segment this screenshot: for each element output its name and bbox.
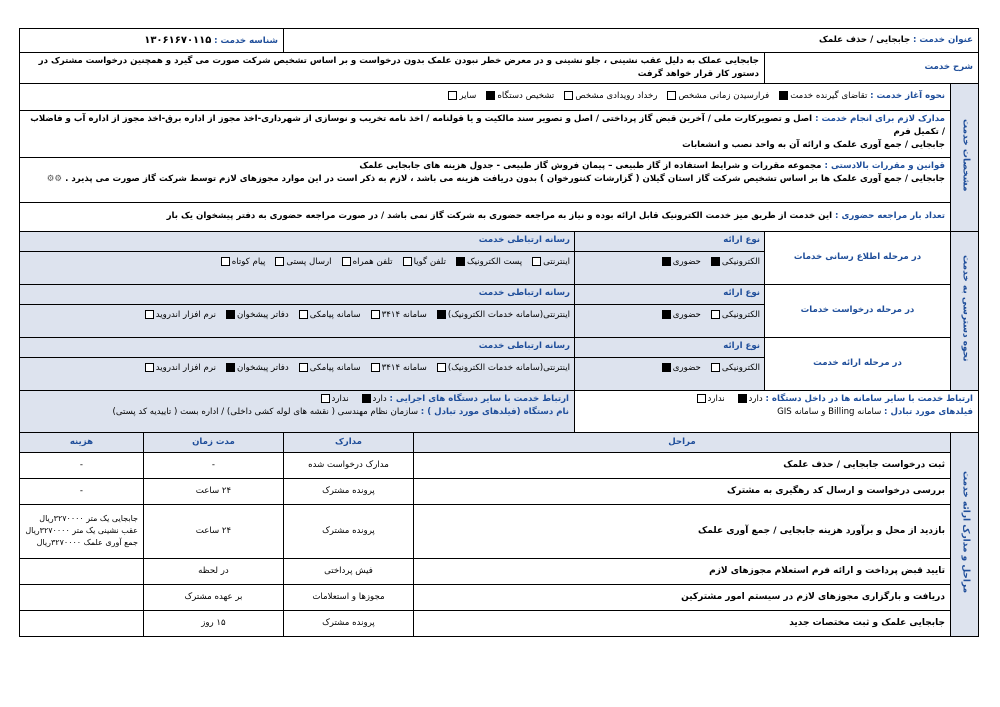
type-label: نوع ارائه <box>723 287 760 298</box>
step-stage: دریافت و بارگزاری مجوزهای لازم در سیستم امور مشترکین <box>414 584 951 610</box>
step-cost: - <box>19 452 143 478</box>
form-table <box>19 28 979 637</box>
internal-has-checkbox <box>738 394 747 403</box>
media-label: رسانه ارتباطی خدمت <box>478 340 570 351</box>
start-option <box>446 90 476 103</box>
access-side-label: نحوه دسترسی به خدمت <box>951 231 979 390</box>
start-option <box>562 90 657 103</box>
type-options <box>575 251 764 271</box>
media-checkbox <box>299 310 308 319</box>
media-option <box>454 256 522 269</box>
external-link-cell <box>19 390 574 432</box>
media-option-label: تلفن همراه <box>352 256 393 267</box>
external-link-label: ارتباط خدمت با سایر دستگاه های اجرایی : <box>389 393 569 404</box>
docs-text-2: جابجایی / جمع آوری علمک و ارائه آن به واحد نصب و انشعابات <box>682 139 945 150</box>
media-label: رسانه ارتباطی خدمت <box>478 287 570 298</box>
media-option <box>273 256 331 269</box>
type-checkbox <box>662 257 671 266</box>
media-options <box>20 357 574 377</box>
fields-text: سامانه Billing و سامانه GIS <box>777 406 882 417</box>
media-checkbox <box>221 257 230 266</box>
access-type-cell <box>575 231 765 284</box>
type-option-label: الکترونیکی <box>721 309 760 320</box>
step-stage: تایید قبض پرداخت و ارائه فرم استعلام مجوزهای لازم <box>414 558 951 584</box>
type-option-label: حضوری <box>672 309 701 320</box>
access-type-cell <box>575 284 765 337</box>
step-cost-line: جابجایی یک متر ۳۲۷۰۰۰۰ریال <box>39 514 138 524</box>
internal-none-label: ندارد <box>707 393 725 404</box>
media-checkbox <box>437 310 446 319</box>
service-title: جابجایی / حذف علمک <box>819 35 911 46</box>
media-option-label: ارسال پستی <box>286 256 332 267</box>
start-checkbox <box>667 91 676 100</box>
step-stage: بررسی درخواست و ارسال کد رهگیری به مشترک <box>414 478 951 504</box>
external-none-label: ندارد <box>331 393 349 404</box>
internal-has-label: دارد <box>748 393 763 404</box>
media-option-label: پیام کوتاه <box>231 256 266 267</box>
media-option <box>530 256 570 269</box>
type-option <box>660 362 701 375</box>
type-option <box>660 256 701 269</box>
step-cost <box>19 584 143 610</box>
external-has-checkbox <box>362 394 371 403</box>
org-text: سازمان نظام مهندسی ( نقشه های لوله کشی داخلی) / اداره بست ( تاییدیه کد پستی) <box>112 406 419 417</box>
step-docs: پرونده مشترک <box>283 610 413 636</box>
type-checkbox <box>711 310 720 319</box>
table-row <box>19 478 978 504</box>
step-cost <box>19 504 143 558</box>
visits-row <box>19 202 950 231</box>
laws-label: قوانین و مقررات بالادستی : <box>824 160 945 171</box>
start-option-label: رخداد رویدادی مشخص <box>575 91 658 102</box>
media-option-label: نرم افزار اندروید <box>155 362 216 373</box>
service-id-cell <box>19 29 283 53</box>
media-option <box>369 309 427 322</box>
step-cost: - <box>19 478 143 504</box>
media-option-label: دفاتر پیشخوان <box>236 309 289 320</box>
media-option <box>224 309 289 322</box>
media-checkbox <box>371 310 380 319</box>
type-options <box>575 304 764 324</box>
table-row <box>19 558 978 584</box>
step-cost <box>19 610 143 636</box>
access-media-cell <box>19 337 574 390</box>
gear-icon: ⚙⚙ <box>46 173 63 184</box>
start-checkbox <box>564 91 573 100</box>
steps-header-cost: هزینه <box>19 432 143 452</box>
step-docs: فیش پرداختی <box>283 558 413 584</box>
media-option <box>143 362 216 375</box>
media-option <box>435 362 570 375</box>
steps-header-time: مدت زمان <box>143 432 283 452</box>
media-checkbox <box>275 257 284 266</box>
media-checkbox <box>299 363 308 372</box>
step-docs: پرونده مشترک <box>283 504 413 558</box>
media-option <box>401 256 446 269</box>
table-row <box>19 610 978 636</box>
media-option <box>224 362 289 375</box>
media-option <box>340 256 393 269</box>
step-stage: ثبت درخواست جابجایی / حذف علمک <box>414 452 951 478</box>
media-option-label: اینترنتی <box>543 256 570 267</box>
step-stage: بازدید از محل و برآورد هزینه جابجایی / جمع آوری علمک <box>414 504 951 558</box>
internal-link-cell <box>575 390 979 432</box>
media-option <box>369 362 427 375</box>
table-row <box>19 584 978 610</box>
start-option <box>665 90 769 103</box>
laws-row <box>19 157 950 202</box>
step-cost-line: عقب نشینی یک متر ۳۲۷۰۰۰۰ریال <box>25 526 138 536</box>
docs-row <box>19 110 950 157</box>
start-option <box>484 90 554 103</box>
service-id-label: شناسه خدمت : <box>214 36 278 46</box>
table-row <box>19 452 978 478</box>
media-option <box>143 309 216 322</box>
type-label: نوع ارائه <box>723 340 760 351</box>
access-stage-label: در مرحله اطلاع رسانی خدمات <box>765 231 951 284</box>
description-label: شرح خدمت <box>765 53 979 84</box>
media-option-label: سامانه ۳۴۱۴ <box>381 362 427 373</box>
start-checkbox <box>448 91 457 100</box>
steps-header-stage: مراحل <box>414 432 951 452</box>
media-option <box>297 309 361 322</box>
internal-none-checkbox <box>697 394 706 403</box>
type-option-label: حضوری <box>672 256 701 267</box>
type-option <box>709 309 760 322</box>
external-has-label: دارد <box>372 393 387 404</box>
media-checkbox <box>437 363 446 372</box>
org-label: نام دستگاه (فیلدهای مورد تبادل ) : <box>420 406 569 417</box>
access-media-cell <box>19 284 574 337</box>
media-options <box>20 251 574 271</box>
media-option-label: اینترنتی(سامانه خدمات الکترونیک) <box>447 362 570 373</box>
step-cost <box>19 558 143 584</box>
step-docs: پرونده مشترک <box>283 478 413 504</box>
access-stage-label: در مرحله ارائه خدمت <box>765 337 951 390</box>
media-label: رسانه ارتباطی خدمت <box>478 234 570 245</box>
type-checkbox <box>662 310 671 319</box>
media-option-label: سامانه پیامکی <box>309 309 361 320</box>
fields-label: فیلدهای مورد تبادل : <box>884 406 973 417</box>
steps-header-docs: مدارک <box>283 432 413 452</box>
start-row <box>19 83 950 110</box>
start-options <box>438 91 867 101</box>
internal-link-label: ارتباط خدمت با سایر سامانه ها در داخل دستگاه : <box>765 393 973 404</box>
start-option-label: تقاضای گیرنده خدمت <box>790 91 868 102</box>
step-time: - <box>143 452 283 478</box>
step-cost-line: جمع آوری علمک ۳۲۷۰۰۰۰ریال <box>36 538 138 548</box>
laws-text: مجموعه مقررات و شرایط استفاده از گاز طبیعی – پیمان فروش گاز طبیعی - جدول هزینه های جابجایی علمک <box>359 160 822 171</box>
docs-label: مدارک لازم برای انجام خدمت : <box>815 113 945 124</box>
laws-text-2: جابجایی / جمع آوری علمک ها بر اساس تشخیص شرکت گاز استان گیلان ( گزارشات کنتورخوان ) بدون دریافت هزینه می باشد ، لازم به ذکر است در این موارد مجوزهای لازم توسط شرکت گاز صورت می پذیرد . <box>65 173 945 184</box>
media-option-label: نرم افزار اندروید <box>155 309 216 320</box>
step-docs: مجوزها و استعلامات <box>283 584 413 610</box>
media-checkbox <box>342 257 351 266</box>
service-id: ۱۳۰۶۱۶۷۰۱۱۵ <box>144 35 212 46</box>
step-docs: مدارک درخواست شده <box>283 452 413 478</box>
type-option-label: الکترونیکی <box>721 362 760 373</box>
media-checkbox <box>145 310 154 319</box>
access-media-cell <box>19 231 574 284</box>
specs-side-label: مشخصات خدمت <box>951 83 979 231</box>
start-option <box>777 90 867 103</box>
type-option <box>709 362 760 375</box>
description-text: جابجایی عملک به دلیل عقب نشینی ، جلو نشینی و در معرض خطر نبودن علمک بدون درخواست و بر اساس تشخیص شرکت صورت می گیرد و همچنین درخواست مشترک در دستور کار قرار خواهد گرفت <box>19 53 764 84</box>
media-checkbox <box>145 363 154 372</box>
step-stage: جابجایی علمک و ثبت مختصات جدید <box>414 610 951 636</box>
media-option-label: اینترنتی(سامانه خدمات الکترونیک) <box>447 309 570 320</box>
step-time: ۲۴ ساعت <box>143 504 283 558</box>
media-option <box>219 256 266 269</box>
visits-label: تعداد بار مراجعه حضوری : <box>835 211 945 222</box>
step-time: در لحظه <box>143 558 283 584</box>
start-option-label: فرارسیدن زمانی مشخص <box>678 91 770 102</box>
media-option <box>297 362 361 375</box>
start-label: نحوه آغاز خدمت : <box>870 91 945 102</box>
docs-text: اصل و تصویرکارت ملی / آخرین قبض گاز پرداختی / اصل و تصویر سند مالکیت و یا قولنامه / اخذ نامه تخریب و نوسازی از شهرداری-اخذ مجوز از اداره برق-اخذ مجوز از اداره آب و فاضلاب / تکمیل فرم <box>30 113 945 137</box>
media-checkbox <box>403 257 412 266</box>
media-checkbox <box>226 363 235 372</box>
type-checkbox <box>711 257 720 266</box>
start-option-label: سایر <box>459 91 477 102</box>
media-options <box>20 304 574 324</box>
type-option <box>709 256 760 269</box>
type-checkbox <box>662 363 671 372</box>
access-type-cell <box>575 337 765 390</box>
step-time: بر عهده مشترک <box>143 584 283 610</box>
type-checkbox <box>711 363 720 372</box>
type-label: نوع ارائه <box>723 234 760 245</box>
media-option-label: دفاتر پیشخوان <box>236 362 289 373</box>
media-checkbox <box>226 310 235 319</box>
media-option-label: سامانه پیامکی <box>309 362 361 373</box>
media-checkbox <box>456 257 465 266</box>
start-checkbox <box>779 91 788 100</box>
type-option-label: الکترونیکی <box>721 256 760 267</box>
start-checkbox <box>486 91 495 100</box>
type-option <box>660 309 701 322</box>
step-time: ۱۵ روز <box>143 610 283 636</box>
media-option-label: تلفن گویا <box>413 256 446 267</box>
media-option-label: سامانه ۳۴۱۴ <box>381 309 427 320</box>
step-time: ۲۴ ساعت <box>143 478 283 504</box>
service-title-label: عنوان خدمت : <box>912 35 973 46</box>
start-option-label: تشخیص دستگاه <box>497 91 555 102</box>
service-form <box>20 28 979 637</box>
table-row <box>19 504 978 558</box>
media-checkbox <box>371 363 380 372</box>
media-option <box>435 309 570 322</box>
media-option-label: پست الکترونیک <box>466 256 523 267</box>
service-title-cell <box>283 29 978 53</box>
type-option-label: حضوری <box>672 362 701 373</box>
access-stage-label: در مرحله درخواست خدمات <box>765 284 951 337</box>
media-checkbox <box>532 257 541 266</box>
external-none-checkbox <box>321 394 330 403</box>
steps-side-label: مراحل و مدارک ارائه خدمت <box>951 432 979 636</box>
visits-text: این خدمت از طریق میز خدمت الکترونیک قابل ارائه بوده و نیاز به مراجعه حضوری به شرکت گاز نمی باشد / در صورت مراجعه حضوری به دفتر پیشخوان یک بار <box>166 211 833 222</box>
type-options <box>575 357 764 377</box>
